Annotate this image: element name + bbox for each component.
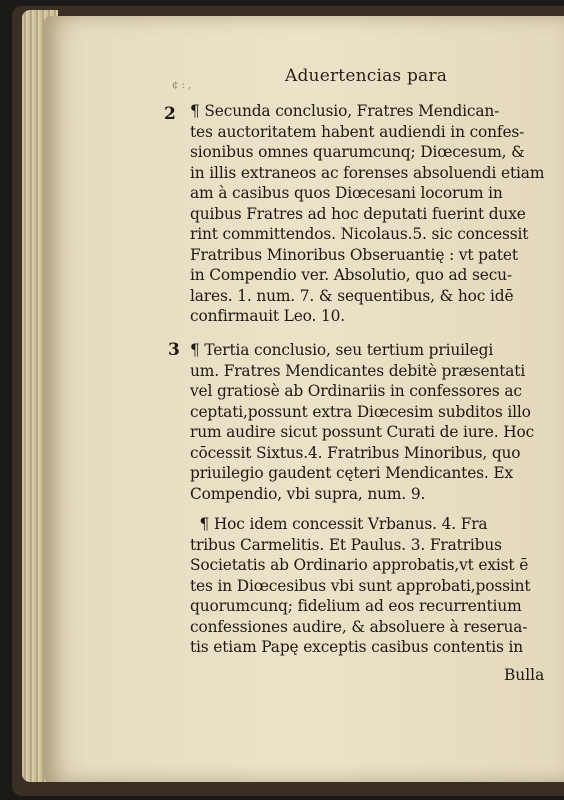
text-line: priuilegio gaudent cęteri Mendicantes. Ex bbox=[190, 464, 514, 482]
text-line: tis etiam Papę exceptis casibus contentis in bbox=[190, 638, 524, 656]
text-line: am à casibus quos Diœcesani locorum in bbox=[190, 184, 503, 202]
text-line: Societatis ab Ordinario approbatis,vt exist ē bbox=[190, 556, 529, 574]
text-line: quibus Fratres ad hoc deputati fuerint duxe bbox=[190, 204, 526, 223]
text-line: in Compendio ver. Absolutio, quo ad secu- bbox=[190, 266, 512, 284]
text-line: ¶ Tertia conclusio, seu tertium priuilegi bbox=[190, 341, 494, 359]
text-line: confirmauit Leo. 10. bbox=[190, 307, 346, 325]
text-line: vel gratiosè ab Ordinariis in confessores ac bbox=[190, 382, 522, 400]
text-line: Fratribus Minoribus Obseruantię : vt patet bbox=[190, 245, 518, 264]
paragraph-number: 2 bbox=[164, 104, 176, 124]
text-line: confessiones audire, & absoluere à reserua- bbox=[190, 617, 528, 636]
text-line: ¶ Hoc idem concessit Vrbanus. 4. Fra bbox=[190, 515, 488, 533]
text-line: rint committendos. Nicolaus.5. sic concessit bbox=[190, 225, 529, 243]
text-line: ceptati,possunt extra Diœcesim subditos illo bbox=[190, 402, 531, 421]
text-line: Compendio, vbi supra, num. 9. bbox=[190, 484, 426, 503]
text-line: tes in Diœcesibus vbi sunt approbati,possint bbox=[190, 576, 531, 595]
running-head: Aduertencias para bbox=[285, 66, 448, 86]
text-line: tes auctoritatem habent audiendi in confes- bbox=[190, 122, 525, 141]
marginal-mark: ¢ : , bbox=[172, 80, 192, 91]
text-line: rum audire sicut possunt Curati de iure. Hoc bbox=[190, 423, 535, 441]
paragraph-number: 3 bbox=[168, 340, 180, 360]
text-line: ¶ Secunda conclusio, Fratres Mendican- bbox=[190, 102, 500, 120]
text-line: in illis extraneos ac forenses absoluendi etiam bbox=[190, 163, 545, 182]
text-line: um. Fratres Mendicantes debitè præsentati bbox=[190, 361, 526, 380]
text-line: quorumcunq; fidelium ad eos recurrentium bbox=[190, 597, 522, 615]
text-line: sionibus omnes quarumcunq; Diœcesum, & bbox=[190, 143, 525, 161]
catchword: Bulla bbox=[504, 666, 545, 684]
paragraph-text bbox=[190, 101, 545, 327]
paragraph-text bbox=[190, 340, 535, 504]
text-line: cōcessit Sixtus.4. Fratribus Minoribus, quo bbox=[190, 443, 521, 462]
text-line: tribus Carmelitis. Et Paulus. 3. Fratribus bbox=[190, 535, 502, 554]
text-line: lares. 1. num. 7. & sequentibus, & hoc idē bbox=[190, 286, 514, 305]
paragraph-text bbox=[190, 514, 535, 658]
